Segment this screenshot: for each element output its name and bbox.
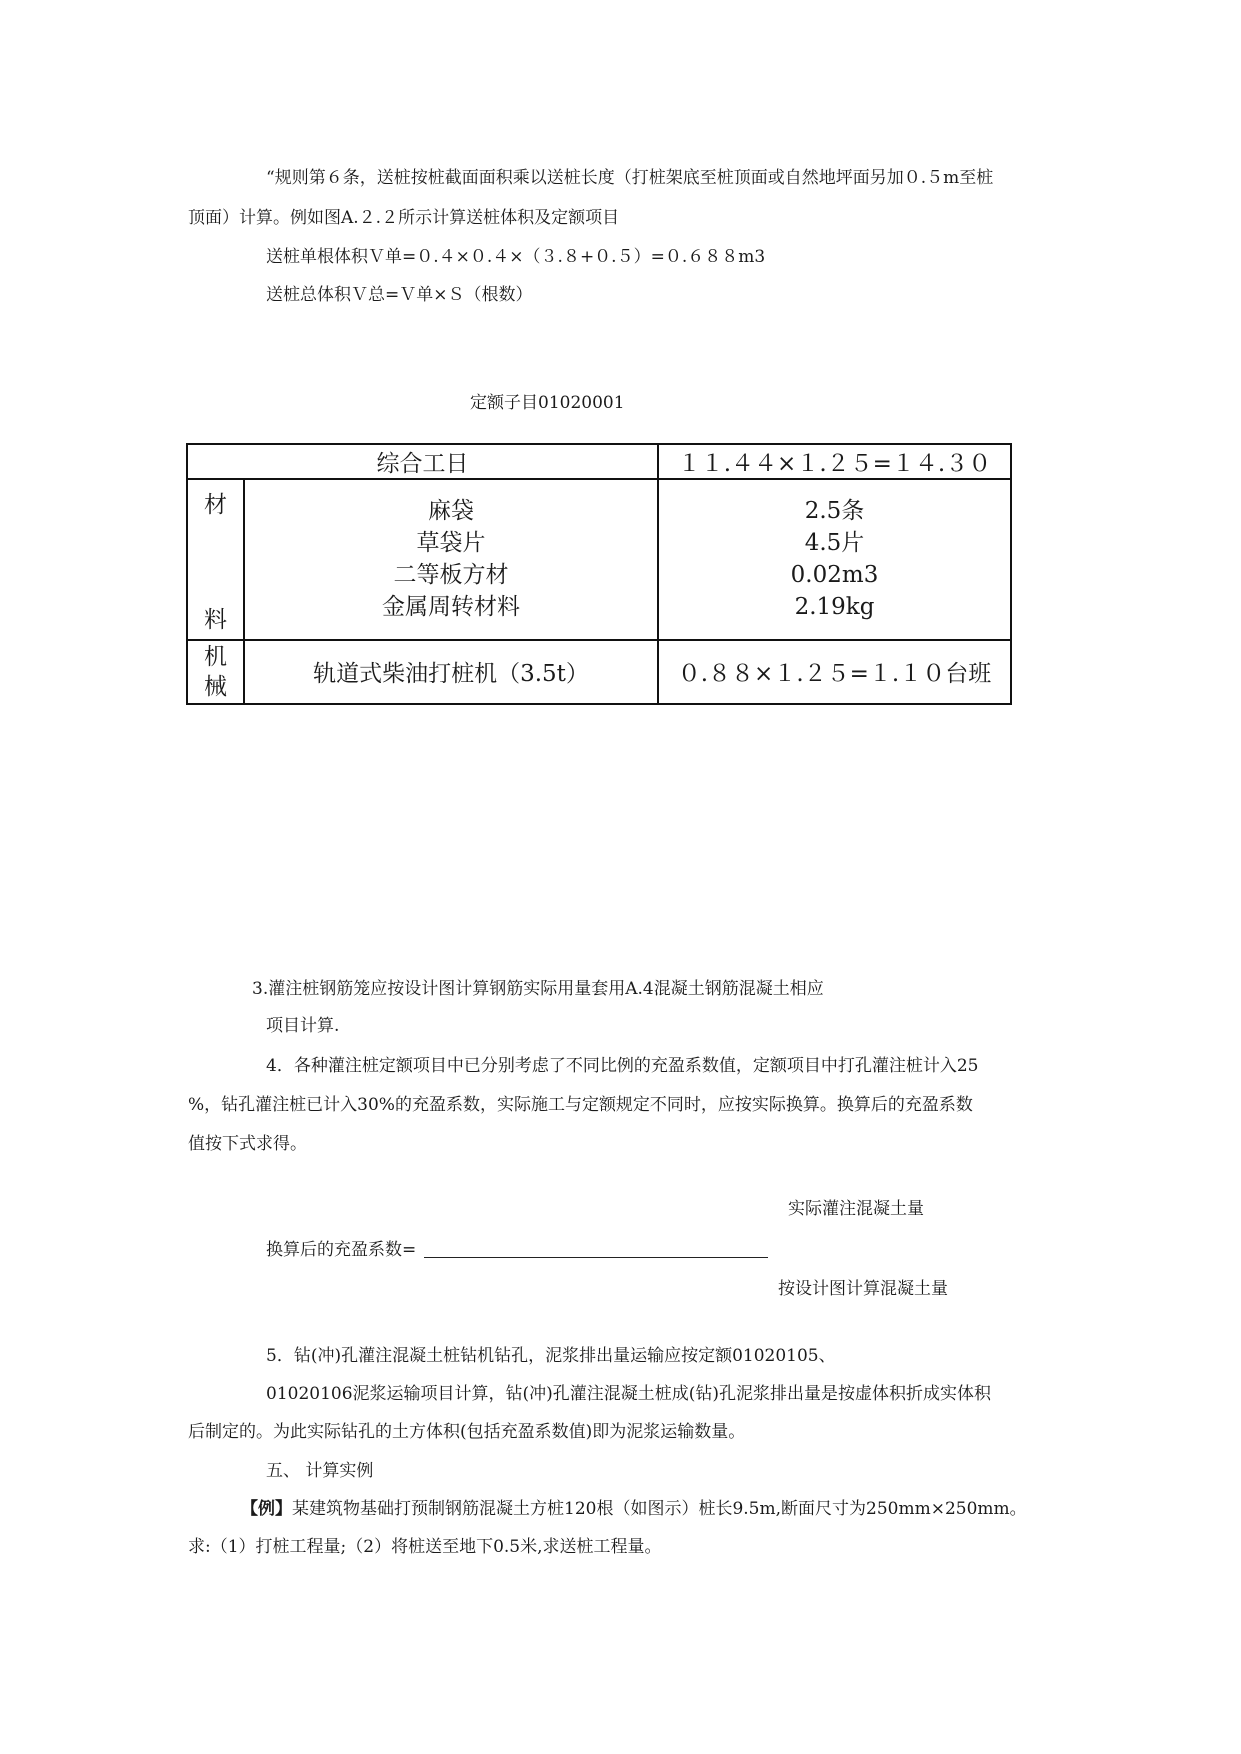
material-label-bottom: 料 [204, 607, 227, 634]
example-tag: 【例】 [241, 1499, 292, 1519]
quota-caption: 定额子目01020001 [470, 393, 625, 413]
labor-label: 综合工日 [187, 444, 658, 479]
formula-denominator: 按设计图计算混凝土量 [778, 1279, 948, 1299]
machine-value: ０.８８×１.２５=１.１０台班 [658, 640, 1011, 704]
example-line-1-text: 某建筑物基础打预制钢筋混凝土方桩120根（如图示）桩长9.5m,断面尺寸为250mm×250mm。 [292, 1499, 1027, 1519]
materials-row [187, 479, 1011, 640]
material-label-cell [187, 479, 244, 640]
quota-table [186, 443, 1012, 705]
section5-line-2: 01020106泥浆运输项目计算，钻(冲)孔灌注混凝土桩成(钻)孔泥浆排出量是按虚体积折成实体积 [266, 1384, 992, 1404]
material-name: 草袋片 [416, 530, 486, 557]
rule6-line-2: 顶面）计算。例如图A.２.２所示计算送桩体积及定额项目 [188, 208, 620, 228]
example-line-1 [241, 1497, 1027, 1521]
single-pile-volume-formula: 送桩单根体积Ｖ单=０.４×０.４×（３.８+０.５）=０.６８８m3 [266, 247, 766, 267]
material-qty: 2.19kg [794, 594, 875, 621]
material-qty-cell [658, 479, 1011, 640]
material-name: 金属周转材料 [382, 594, 520, 621]
section4-line-3: 值按下式求得。 [188, 1134, 307, 1154]
machine-label-2: 械 [204, 673, 227, 700]
rule6-line-1: “规则第６条，送桩按桩截面面积乘以送桩长度（打桩架底至桩顶面或自然地坪面另加０.５m至桩 [266, 168, 994, 188]
material-names-cell [244, 479, 658, 640]
machine-label-cell [187, 640, 244, 704]
material-name: 二等板方材 [393, 562, 509, 589]
machine-row [187, 640, 1011, 704]
material-label-top: 材 [204, 492, 227, 519]
section3-line-1: 3.灌注桩钢筋笼应按设计图计算钢筋实际用量套用A.4混凝土钢筋混凝土相应 [252, 979, 824, 999]
formula-lhs: 换算后的充盈系数= [266, 1240, 417, 1260]
total-pile-volume-formula: 送桩总体积Ｖ总=Ｖ单×Ｓ（根数） [266, 285, 533, 305]
section4-line-2: %，钻孔灌注桩已计入30%的充盈系数，实际施工与定额规定不同时，应按实际换算。换算后的充盈系数 [188, 1095, 973, 1115]
material-qty: 0.02m3 [790, 562, 879, 589]
section3-line-2: 项目计算. [266, 1016, 340, 1036]
machine-label-1: 机 [204, 643, 227, 670]
fraction-bar [424, 1257, 768, 1258]
section4-line-1: 4．各种灌注桩定额项目中已分别考虑了不同比例的充盈系数值，定额项目中打孔灌注桩计入25 [266, 1056, 979, 1076]
material-qty: 2.5条 [804, 498, 865, 525]
labor-value: １１.４４×１.２５=１４.３０ [658, 444, 1011, 479]
section-heading-5: 五、 计算实例 [266, 1461, 374, 1481]
labor-row [187, 444, 1011, 479]
machine-name: 轨道式柴油打桩机（3.5t） [244, 640, 658, 704]
material-qty: 4.5片 [804, 530, 865, 557]
example-line-2: 求:（1）打桩工程量;（2）将桩送至地下0.5米,求送桩工程量。 [188, 1537, 662, 1557]
material-name: 麻袋 [428, 498, 474, 525]
section5-line-1: 5．钻(冲)孔灌注混凝土桩钻机钻孔，泥浆排出量运输应按定额01020105、 [266, 1346, 836, 1366]
formula-numerator: 实际灌注混凝土量 [788, 1199, 924, 1219]
section5-line-3: 后制定的。为此实际钻孔的土方体积(包括充盈系数值)即为泥浆运输数量。 [188, 1422, 746, 1442]
